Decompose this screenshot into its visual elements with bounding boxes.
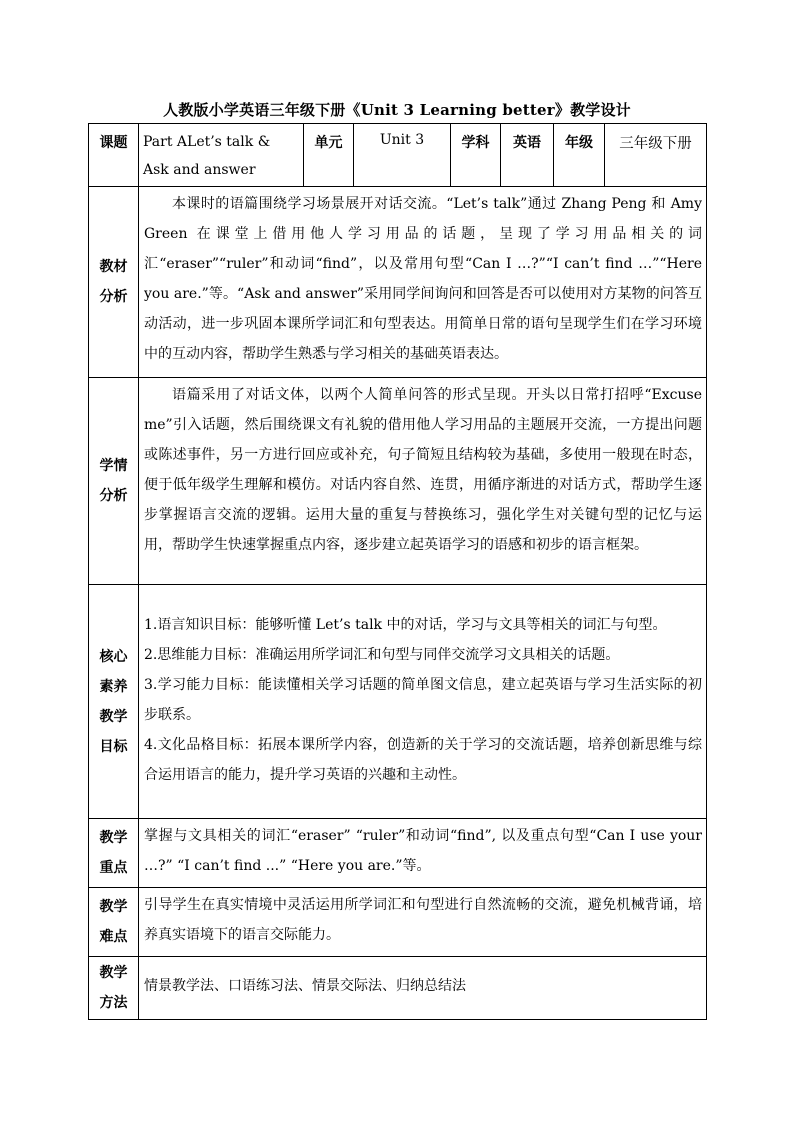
goal-item: 3.学习能力目标：能读懂相关学习话题的简单图文信息，建立起英语与学习生活实际的初步联系。 xyxy=(144,676,702,723)
student-analysis-text xyxy=(139,378,707,585)
methods-label-text: 教学方法 xyxy=(99,965,128,1011)
key-points-text xyxy=(139,819,707,888)
methods-paragraph: 情景教学法、口语练习法、情景交际法、归纳总结法 xyxy=(144,978,466,994)
student-analysis-label-text: 学情分析 xyxy=(99,458,128,504)
subject-label: 学科 xyxy=(451,124,501,187)
methods-row xyxy=(89,957,707,1020)
methods-label xyxy=(89,957,139,1020)
student-analysis-label xyxy=(89,378,139,585)
goals-label-text: 核心素养教学目标 xyxy=(99,648,128,755)
topic-value: Part ALet’s talk & Ask and answer xyxy=(139,124,304,187)
material-analysis-label xyxy=(89,187,139,378)
material-analysis-paragraph: 本课时的语篇围绕学习场景展开对话交流。“Let’s talk”通过 Zhang Peng 和 Amy Green 在课堂上借用他人学习用品的话题，呈现了学习用品相关的词汇“eraser”“ruler”和动词“find”，以及常用句型“Can I …?”“I can’t find …”“Here you are.”等。“Ask and answer”采用同学间询问和回答是否可以使用对方某物的问答互动活动，进一步巩固本课所学词汇和句型表达。用简单日常的语句呈现学生们在学习环境中的互动内容，帮助学生熟悉与学习相关的基础英语表达。 xyxy=(144,196,702,362)
goals-text xyxy=(139,585,707,819)
goal-item: 2.思维能力目标：准确运用所学词汇和句型与同伴交流学习文具相关的话题。 xyxy=(144,646,620,663)
unit-value: Unit 3 xyxy=(354,124,451,187)
methods-text xyxy=(139,957,707,1020)
grade-value: 三年级下册 xyxy=(605,124,707,187)
key-points-row xyxy=(89,819,707,888)
material-analysis-text xyxy=(139,187,707,378)
goal-item: 4.文化品格目标：拓展本课所学内容，创造新的关于学习的交流话题，培养创新思维与综合运用语言的能力，提升学习英语的兴趣和主动性。 xyxy=(144,736,702,783)
goals-label xyxy=(89,585,139,819)
goal-item: 1.语言知识目标：能够听懂 Let’s talk 中的对话，学习与文具等相关的词汇与句型。 xyxy=(144,616,667,633)
student-analysis-paragraph: 语篇采用了对话文体，以两个人简单问答的形式呈现。开头以日常打招呼“Excuse me”引入话题，然后围绕课文有礼貌的借用他人学习用品的主题展开交流，一方提出问题或陈述事件，另一方进行回应或补充，句子简短且结构较为基础，多使用一般现在时态，便于低年级学生理解和模仿。对话内容自然、连贯，用循序渐进的对话方式，帮助学生逐步掌握语言交流的逻辑。运用大量的重复与替换练习，强化学生对关键句型的记忆与运用，帮助学生快速掌握重点内容，逐步建立起英语学习的语感和初步的语言框架。 xyxy=(144,387,702,553)
difficulties-label-text: 教学难点 xyxy=(99,899,128,945)
unit-label: 单元 xyxy=(304,124,354,187)
material-analysis-label-text: 教材分析 xyxy=(99,259,128,305)
lesson-plan-table xyxy=(88,123,707,1020)
subject-value: 英语 xyxy=(501,124,554,187)
document-title: 人教版小学英语三年级下册《Unit 3 Learning better》教学设计 xyxy=(163,101,631,119)
topic-label: 课题 xyxy=(89,124,139,187)
student-analysis-row xyxy=(89,378,707,585)
key-points-label xyxy=(89,819,139,888)
goals-row xyxy=(89,585,707,819)
header-row xyxy=(89,124,707,187)
grade-label: 年级 xyxy=(554,124,605,187)
difficulties-label xyxy=(89,888,139,957)
difficulties-row xyxy=(89,888,707,957)
difficulties-paragraph: 引导学生在真实情境中灵活运用所学词汇和句型进行自然流畅的交流，避免机械背诵，培养真实语境下的语言交际能力。 xyxy=(144,897,702,943)
key-points-label-text: 教学重点 xyxy=(99,830,128,876)
difficulties-text xyxy=(139,888,707,957)
key-points-paragraph: 掌握与文具相关的词汇“eraser” “ruler”和动词“find”, 以及重点句型“Can I use your …?” “I can’t find ...” “Here you are.”等。 xyxy=(144,828,702,874)
material-analysis-row xyxy=(89,187,707,378)
